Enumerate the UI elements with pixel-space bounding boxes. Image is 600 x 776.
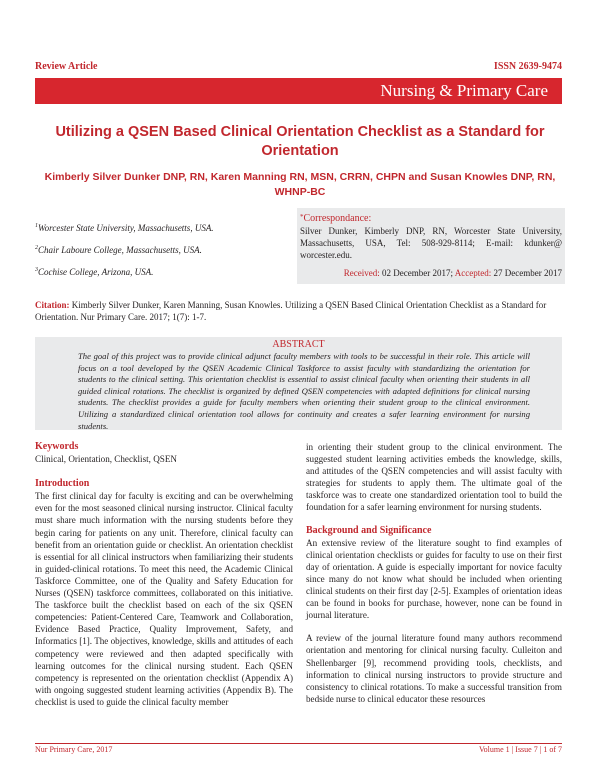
affiliation-1 [35,223,214,233]
right-column [306,441,562,705]
background-heading: Background and Significance [306,524,432,536]
correspondance-heading: *Correspondance: [300,213,372,224]
affiliation-number: 2 [35,245,38,251]
received-label: Received: [343,268,380,278]
journal-name: Nursing & Primary Care [380,81,548,100]
received-date: 02 December 2017; [382,268,454,278]
affiliation-number: 1 [35,223,38,229]
abstract-text: The goal of this project was to provide clinical adjunct faculty members with tools to be successful in their role. This article will focus on a tool developed by the QSEN Academic Clinical Taskforce to assist faculty with standardizing the orientation for students to the clinical setting. This orientation checklist is essential to assist clinical faculty when orienting their students in all guided clinical rotations. The checklist is organized by defined QSEN competencies with adapted definitions for clinical nursing students. The checklist provides a guide for faculty members when orienting their student group to the clinical environment. Utilizing a standardized clinical orientation tool allows for continuity and creates a safer learning environment for nursing students. [78,351,530,431]
author-list: Kimberly Silver Dunker DNP, RN, Karen Manning RN, MSN, CRRN, CHPN and Susan Knowles DNP, RN, WHNP-BC [44,171,556,198]
correspondance-body: Silver Dunker, Kimberly DNP, RN, Worcester State University, Massachusetts, USA, Tel: 508-929-8114; E-mail: kdunker@ worcester.edu. [300,226,562,260]
footer-rule [35,743,562,744]
dates [300,268,562,278]
article-type: Review Article [35,61,98,72]
affiliation-text: Cochise College, Arizona, USA. [38,267,154,277]
left-column [35,441,293,708]
citation [35,299,562,323]
affiliation-number: 3 [35,267,38,273]
affiliation-text: Chair Laboure College, Massachusetts, USA. [38,245,202,255]
accepted-date: 27 December 2017 [493,268,562,278]
footer-page-info: Volume 1 | Issue 7 | 1 of 7 [478,745,562,754]
affiliation-3 [35,267,153,277]
abstract-heading: ABSTRACT [272,339,325,350]
affiliation-2 [35,245,202,255]
issn: ISSN 2639-9474 [493,61,562,72]
footer-journal: Nur Primary Care, 2017 [35,745,113,754]
article-title: Utilizing a QSEN Based Clinical Orientation Checklist as a Standard for Orientation [55,124,545,159]
citation-text: Kimberly Silver Dunker, Karen Manning, Susan Knowles. Utilizing a QSEN Based Clinical Orientation Checklist as a Standard for Orientation. Nur Primary Care. 2017; 1(7): 1-7. [35,300,547,322]
keywords-text: Clinical, Orientation, Checklist, QSEN [35,454,177,465]
affiliation-text: Worcester State University, Massachusetts, USA. [38,223,214,233]
introduction-paragraph: The first clinical day for faculty is exciting and can be overwhelming even for the most seasoned clinical nursing instructor. Clinical faculty must share much information with the nursing students before they begin caring for patients on any unit. Therefore, clinical faculty can benefit from an orientation guide or checklist. An orientation checklist is essential for all clinical instructors when familiarizing their students in guided-clinical rotations. To meet this need, the Academic Clinical Taskforce Committee, one of the Quality and Safety Education for Nurses (QSEN) taskforce committees, collaborated on this initiative. The taskforce built the checklist based on each of the six QSEN competencies: Patient-Centered Care, Teamwork and Collaboration, Evidence Based Practice, Quality Improvement, Safety, and Informatics [1]. The objectives, knowledge, skills and attitudes of each competency were reviewed and then adapted specifically with learning outcomes for the clinical nursing student. Each QSEN competency is represented on the orientation checklist (Appendix A) with ongoing suggested student learning activities (Appendix B). The checklist is used to guide the clinical faculty member [35,491,293,707]
introduction-heading: Introduction [35,478,90,490]
background-paragraph-1: An extensive review of the literature sought to find examples of clinical orientation checklists or guides for faculty to use on their first day of orientation. A guide is especially important for novice faculty since many do not know what should be included when orienting clinical students on their first day [2-5]. Examples of orientation ideas can be found in books for purchase, however, none can be found in journal literature. [306,537,562,621]
citation-label: Citation: [35,300,70,310]
keywords-heading: Keywords [35,441,79,452]
accepted-label: Accepted: [454,268,492,278]
background-paragraph-2: A review of the journal literature found many authors recommend orientation and mentoring for clinical nursing faculty. Culleiton and Shellenbarger [9], recommend providing tools, checklists, and information to clinical nursing instructors to provide structure and consistency to clinical rotations. To make a successful transition from bedside nurse to clinical educator these resources [306,633,562,704]
paragraph-continued: in orienting their student group to the clinical environment. The suggested student learning activities embeds the knowledge, skills, and attitudes of the QSEN competencies and will assist faculty with strategies for students to apply them. The ultimate goal of the taskforce was to create one standardized orientation tool to build the foundation for a safer learning environment for nursing students. [306,442,562,513]
journal-banner [35,78,562,104]
